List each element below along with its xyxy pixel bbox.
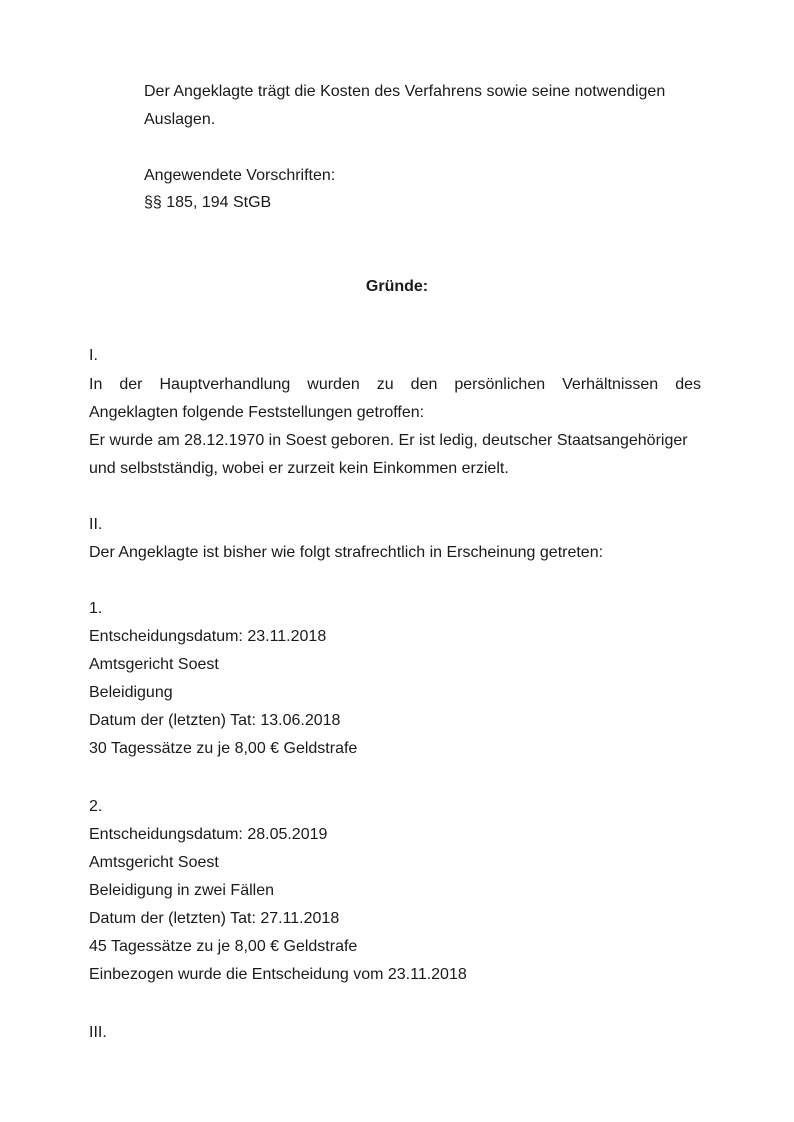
entry-1-offense: Beleidigung	[89, 684, 173, 701]
entry-1-penalty: 30 Tagessätze zu je 8,00 € Geldstrafe	[89, 740, 358, 757]
entry-2-court: Amtsgericht Soest	[89, 854, 219, 871]
entry-1-decision-date: Entscheidungsdatum: 23.11.2018	[89, 628, 327, 645]
costs-line-1: Der Angeklagte trägt die Kosten des Verfahrens sowie seine notwendigen	[144, 83, 666, 100]
section-1-line-3: Er wurde am 28.12.1970 in Soest geboren. Er ist ledig, deutscher Staatsangehöriger	[89, 432, 688, 449]
section-1-line-2: Angeklagten folgende Feststellungen getroffen:	[89, 404, 425, 421]
grounds-heading: Gründe:	[365, 278, 429, 295]
entry-2-note: Einbezogen wurde die Entscheidung vom 23.11.2018	[89, 966, 467, 983]
section-1-line-4: und selbstständig, wobei er zurzeit kein Einkommen erzielt.	[89, 460, 509, 477]
entry-2-decision-date: Entscheidungsdatum: 28.05.2019	[89, 826, 328, 843]
entry-2-act-date: Datum der (letzten) Tat: 27.11.2018	[89, 910, 340, 927]
entry-2-number: 2.	[89, 798, 103, 815]
entry-2-penalty: 45 Tagessätze zu je 8,00 € Geldstrafe	[89, 938, 358, 955]
entry-1-number: 1.	[89, 600, 103, 617]
section-2-numeral: II.	[89, 516, 103, 533]
section-1-numeral: I.	[89, 347, 98, 364]
entry-1-act-date: Datum der (letzten) Tat: 13.06.2018	[89, 712, 341, 729]
section-1-line-1: In der Hauptverhandlung wurden zu den persönlichen Verhältnissen des	[89, 376, 701, 393]
entry-1-court: Amtsgericht Soest	[89, 656, 219, 673]
entry-2-offense: Beleidigung in zwei Fällen	[89, 882, 274, 899]
provisions-label: Angewendete Vorschriften:	[144, 167, 336, 184]
section-3-numeral: III.	[89, 1024, 107, 1041]
section-2-intro: Der Angeklagte ist bisher wie folgt strafrechtlich in Erscheinung getreten:	[89, 544, 604, 561]
provisions-value: §§ 185, 194 StGB	[144, 194, 272, 211]
costs-line-2: Auslagen.	[144, 111, 216, 128]
